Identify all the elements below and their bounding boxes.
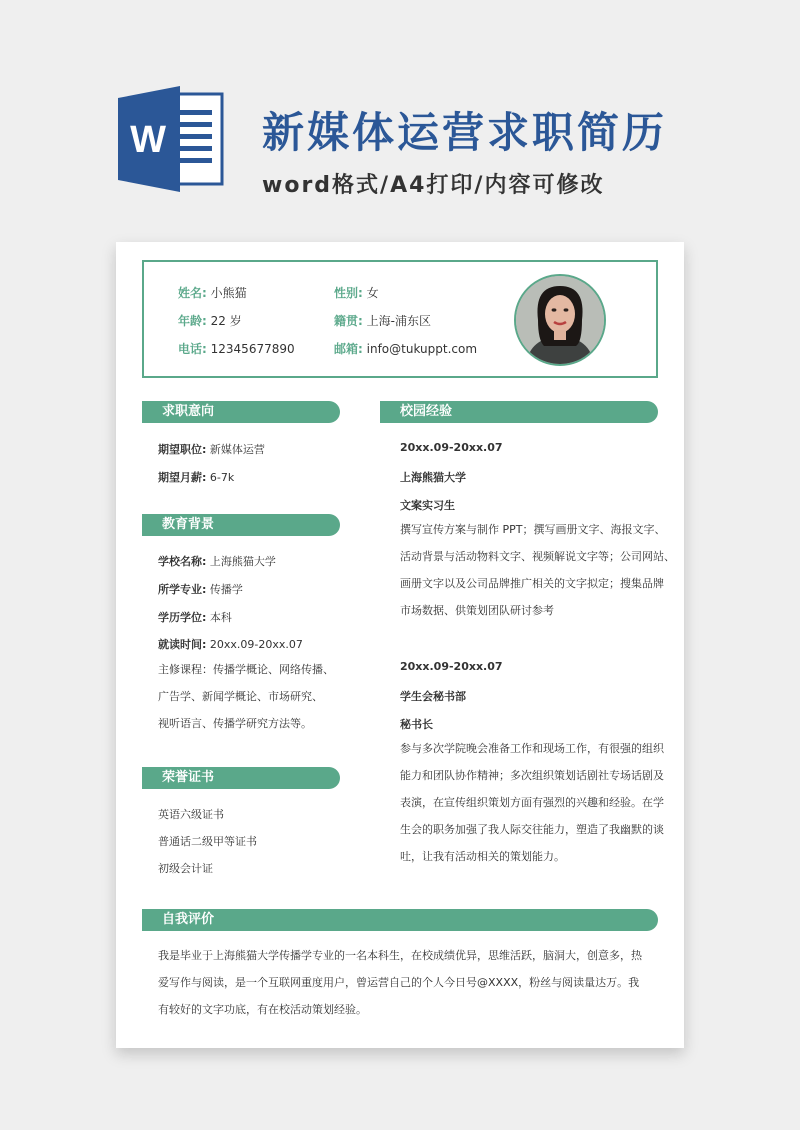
major-row: [158, 581, 243, 597]
campus-desc-line: 撰写宣传方案与制作 PPT；撰写画册文字、海报文字、: [400, 523, 666, 536]
origin-row: [334, 312, 431, 329]
age-value: 22 岁: [210, 314, 242, 328]
origin-label: 籍贯:: [334, 314, 363, 328]
phone-label: 电话:: [178, 342, 207, 356]
gender-label: 性别:: [334, 286, 363, 300]
origin-value: 上海-浦东区: [366, 314, 431, 328]
name-value: 小熊猫: [210, 286, 247, 300]
job-intent-header: 求职意向: [142, 401, 340, 423]
degree-label: 学历学位:: [158, 611, 207, 624]
campus-desc-line: 能力和团队协作精神；多次组织策划话剧社专场话剧及: [400, 769, 664, 782]
phone-row: [178, 340, 295, 357]
name-row: [178, 284, 247, 301]
self-eval-header: 自我评价: [142, 909, 658, 931]
courses-line: 主修课程：传播学概论、网络传播、: [158, 663, 334, 676]
campus-header: 校园经验: [380, 401, 658, 423]
word-logo-letter: W: [130, 119, 166, 161]
campus-desc-line: 参与多次学院晚会准备工作和现场工作，有很强的组织: [400, 742, 664, 755]
campus-desc-line: 生会的职务加强了我人际交往能力，塑造了我幽默的谈: [400, 823, 664, 836]
degree-row: [158, 609, 232, 625]
gender-value: 女: [366, 286, 379, 300]
email-label: 邮箱:: [334, 342, 363, 356]
age-row: [178, 312, 242, 329]
expected-salary-value: 6-7k: [209, 471, 235, 484]
campus-org-1: 上海熊猫大学: [400, 471, 466, 484]
courses-line: 视听语言、传播学研究方法等。: [158, 717, 312, 730]
campus-desc-1: [400, 516, 675, 624]
honor-item: 初级会计证: [158, 862, 213, 875]
campus-role-1: 文案实习生: [400, 499, 455, 512]
honors-header: 荣誉证书: [142, 767, 340, 789]
campus-org-2: 学生会秘书部: [400, 690, 466, 703]
major-value: 传播学: [209, 583, 243, 596]
profile-photo: [514, 274, 606, 366]
study-period-label: 就读时间:: [158, 638, 207, 651]
courses-line: 广告学、新闻学概论、市场研究、: [158, 690, 323, 703]
major-label: 所学专业:: [158, 583, 207, 596]
expected-position: [158, 441, 265, 457]
campus-desc-line: 表演，在宣传组织策划方面有强烈的兴趣和经验。在学: [400, 796, 664, 809]
degree-value: 本科: [209, 611, 232, 624]
word-document-icon: [118, 84, 228, 194]
study-period-row: [158, 636, 303, 652]
email-value: info@tukuppt.com: [366, 342, 478, 356]
honor-item: 普通话二级甲等证书: [158, 835, 257, 848]
self-eval-text: [158, 942, 642, 1023]
banner-subtitle: word格式/A4打印/内容可修改: [262, 173, 605, 198]
name-label: 姓名:: [178, 286, 207, 300]
expected-position-label: 期望职位:: [158, 443, 207, 456]
campus-period-1: 20xx.09-20xx.07: [400, 441, 503, 454]
self-eval-line: 爱写作与阅读，是一个互联网重度用户，曾运营自己的个人今日号@XXXX，粉丝与阅读量达万。我: [158, 976, 640, 989]
gender-row: [334, 284, 379, 301]
honor-item: 英语六级证书: [158, 808, 224, 821]
self-eval-line: 我是毕业于上海熊猫大学传播学专业的一名本科生，在校成绩优异，思维活跃，脑洞大，创意多，热: [158, 949, 642, 962]
study-period-value: 20xx.09-20xx.07: [209, 638, 303, 651]
resume-paper: [116, 242, 684, 1048]
email-row: [334, 340, 477, 357]
expected-position-value: 新媒体运营: [209, 443, 265, 456]
campus-desc-line: 活动背景与活动物料文字、视频解说文字等；公司网站、: [400, 550, 675, 563]
honors-list: [158, 801, 257, 882]
age-label: 年龄:: [178, 314, 207, 328]
school-value: 上海熊猫大学: [209, 555, 276, 568]
school-row: [158, 553, 276, 569]
education-header: 教育背景: [142, 514, 340, 536]
courses-block: [158, 656, 334, 737]
phone-value: 12345677890: [210, 342, 295, 356]
campus-desc-line: 市场数据、供策划团队研讨参考: [400, 604, 554, 617]
school-label: 学校名称:: [158, 555, 207, 568]
campus-desc-line: 吐，让我有活动相关的策划能力。: [400, 850, 565, 863]
banner-title: 新媒体运营求职简历: [262, 108, 668, 157]
expected-salary: [158, 469, 234, 485]
expected-salary-label: 期望月薪:: [158, 471, 207, 484]
basic-info-box: [142, 260, 658, 378]
self-eval-line: 有较好的文字功底，有在校活动策划经验。: [158, 1003, 367, 1016]
campus-period-2: 20xx.09-20xx.07: [400, 660, 503, 673]
campus-desc-2: [400, 735, 664, 870]
campus-desc-line: 画册文字以及公司品牌推广相关的文字拟定；搜集品牌: [400, 577, 664, 590]
campus-role-2: 秘书长: [400, 718, 433, 731]
